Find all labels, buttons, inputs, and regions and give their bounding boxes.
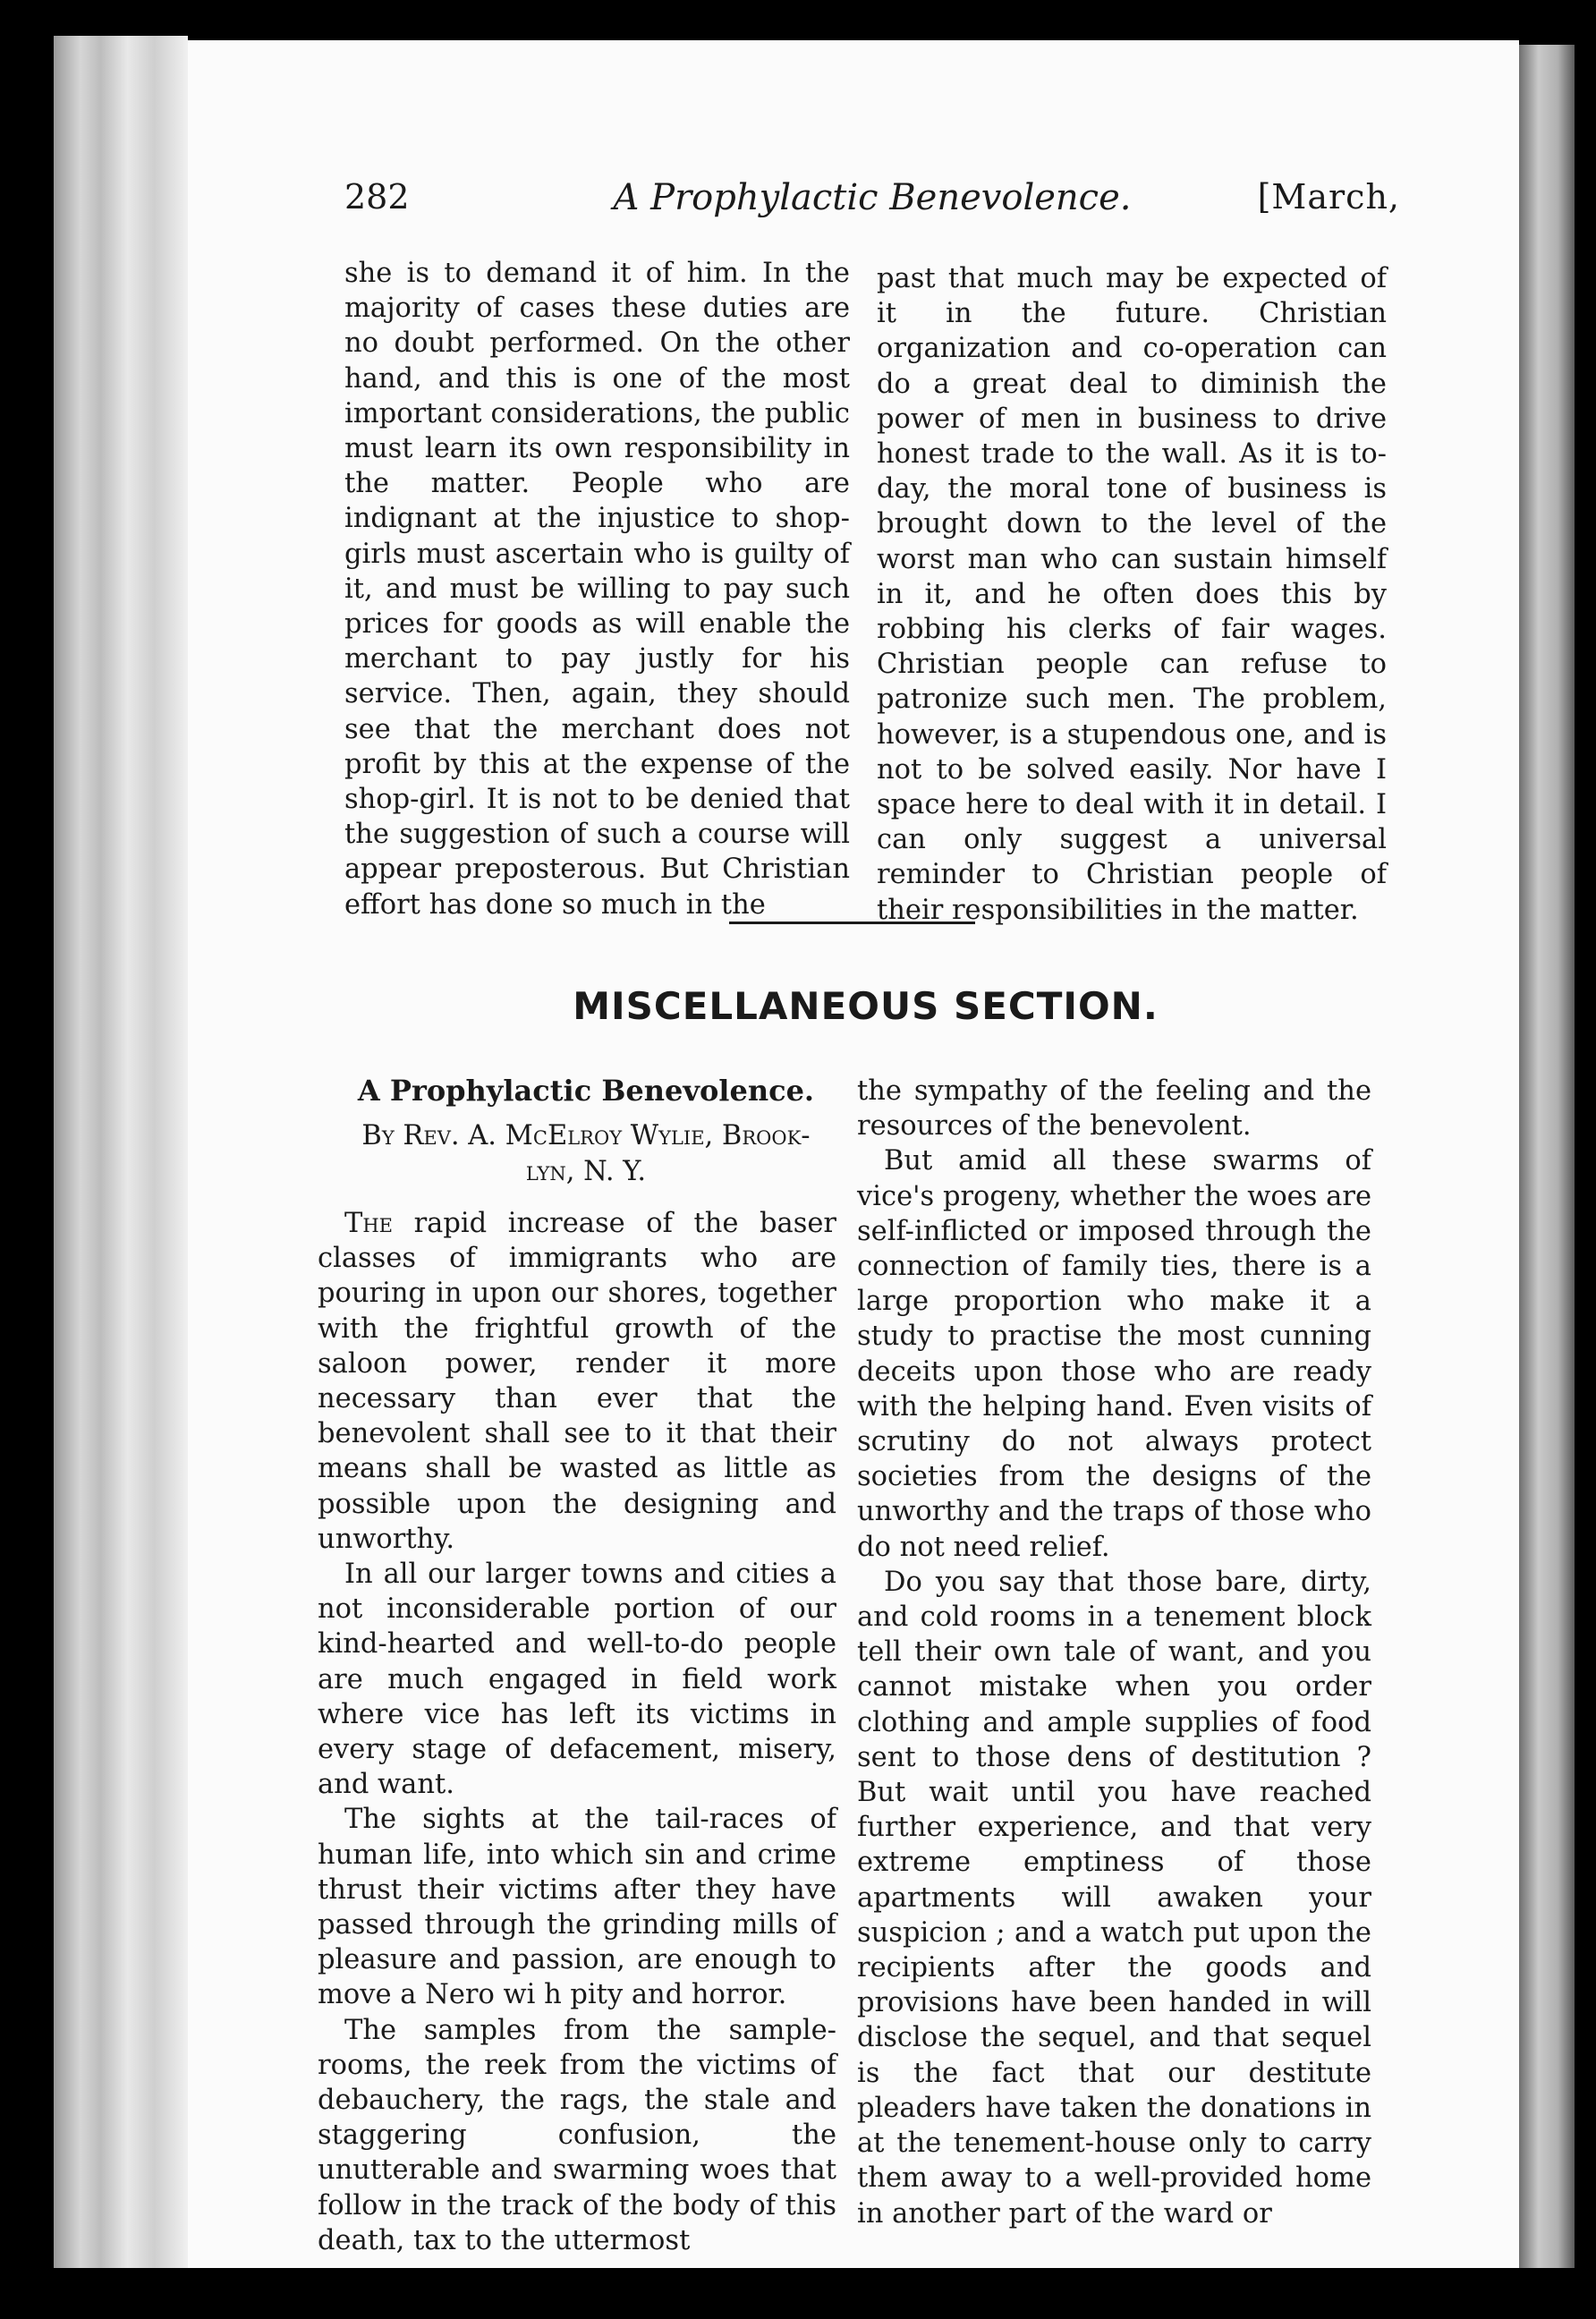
article-left-column xyxy=(318,1206,836,2258)
byline-line: lyn, N. Y. xyxy=(525,1156,647,1187)
paragraph: In all our larger towns and cities a not inconsiderable portion of our kind-hearted and well-to-do people are much engaged in field work where vice has left its victims in every stage of defacement, misery, and want. xyxy=(318,1559,836,1801)
top-left-column xyxy=(344,256,850,922)
section-divider xyxy=(729,922,975,924)
paragraph: she is to demand it of him. In the majority of cases these duties are no doubt performed. On the other hand, and this is one of the most important considerations, the public must learn its own responsibility in the matter. People who are indignant at the injustice to shop-girls must ascertain who is guilty of it, and must be willing to pay such prices for goods as will enable the merchant to pay justly for his service. Then, again, they should see that the merchant does not profit by this at the expense of the shop-girl. It is not to be denied that the suggestion of such a course will appear preposterous. But Christian effort has done so much in the xyxy=(344,258,850,921)
paragraph: Do you say that those bare, dirty, and cold rooms in a tenement block tell their own tale of want, and you cannot mistake when you order clothing and ample supplies of food sent to those dens of destitution ? But wait until you have reached further experience, and that very extreme emptiness of those apartments will awaken your suspicion ; and a watch put upon the recipients after the goods and provisions have been handed in will disclose the sequel, and that sequel is the fact that our destitute pleaders have taken the donations in at the tenement-house only to carry them away to a well-provided home in another part of the ward or xyxy=(857,1566,1371,2230)
paragraph: the sympathy of the feeling and the resources of the benevolent. xyxy=(857,1075,1371,1143)
lead-word: The xyxy=(344,1208,393,1239)
book-page-edges xyxy=(54,36,188,2268)
article-right-column xyxy=(857,1074,1371,2231)
paragraph-text: rapid increase of the baser classes of immigrants who are pouring in upon our shores, together with the frightful growth of the saloon power, render it more necessary than ever that the benevolent shall see to it that their means shall be wasted as little as possible upon the designing and unworthy. xyxy=(318,1208,836,1555)
byline-line: By Rev. A. McElroy Wylie, Brook- xyxy=(361,1120,811,1151)
article-title: A Prophylactic Benevolence. xyxy=(357,1074,815,1108)
running-month: [March, xyxy=(1257,177,1400,217)
paragraph: The sights at the tail-races of human life, into which sin and crime thrust their victims after they have passed through the grinding mills of pleasure and passion, are enough to move a Nero wi h pity and horror. xyxy=(318,1804,836,2011)
section-heading: MISCELLANEOUS SECTION. xyxy=(573,984,1159,1028)
top-right-column xyxy=(877,261,1387,928)
paragraph: But amid all these swarms of vice's progeny, whether the woes are self-inflicted or imposed through the connection of family ties, there is a large proportion who make it a study to practise the most cunning deceits upon those who are ready with the helping hand. Even visits of scrutiny do not always protect societies from the designs of the unworthy and the traps of those who do not need relief. xyxy=(857,1145,1371,1563)
paragraph xyxy=(318,1206,836,1557)
running-header xyxy=(344,170,1400,233)
running-title: A Prophylactic Benevolence. xyxy=(613,177,1132,218)
paragraph: The samples from the sample-rooms, the reek from the victims of debauchery, the rags, the stale and staggering confusion, the unutterable and swarming woes that follow in the track of the body of this death, tax to the uttermost xyxy=(318,2014,836,2256)
article-byline xyxy=(322,1118,850,1190)
paragraph: past that much may be expected of it in the future. Christian organization and co-operation can do a great deal to diminish the power of men in business to drive honest trade to the wall. As it is to-day, the moral tone of business is brought down to the level of the worst man who can sustain himself in it, and he often does this by robbing his clerks of fair wages. Christian people can refuse to patronize such men. The problem, however, is a stupendous one, and is not to be solved easily. Nor have I space here to deal with it in detail. I can only suggest a universal reminder to Christian people of their responsibilities in the matter. xyxy=(877,263,1387,926)
page-number: 282 xyxy=(344,177,410,217)
book-spine xyxy=(1519,45,1575,2268)
